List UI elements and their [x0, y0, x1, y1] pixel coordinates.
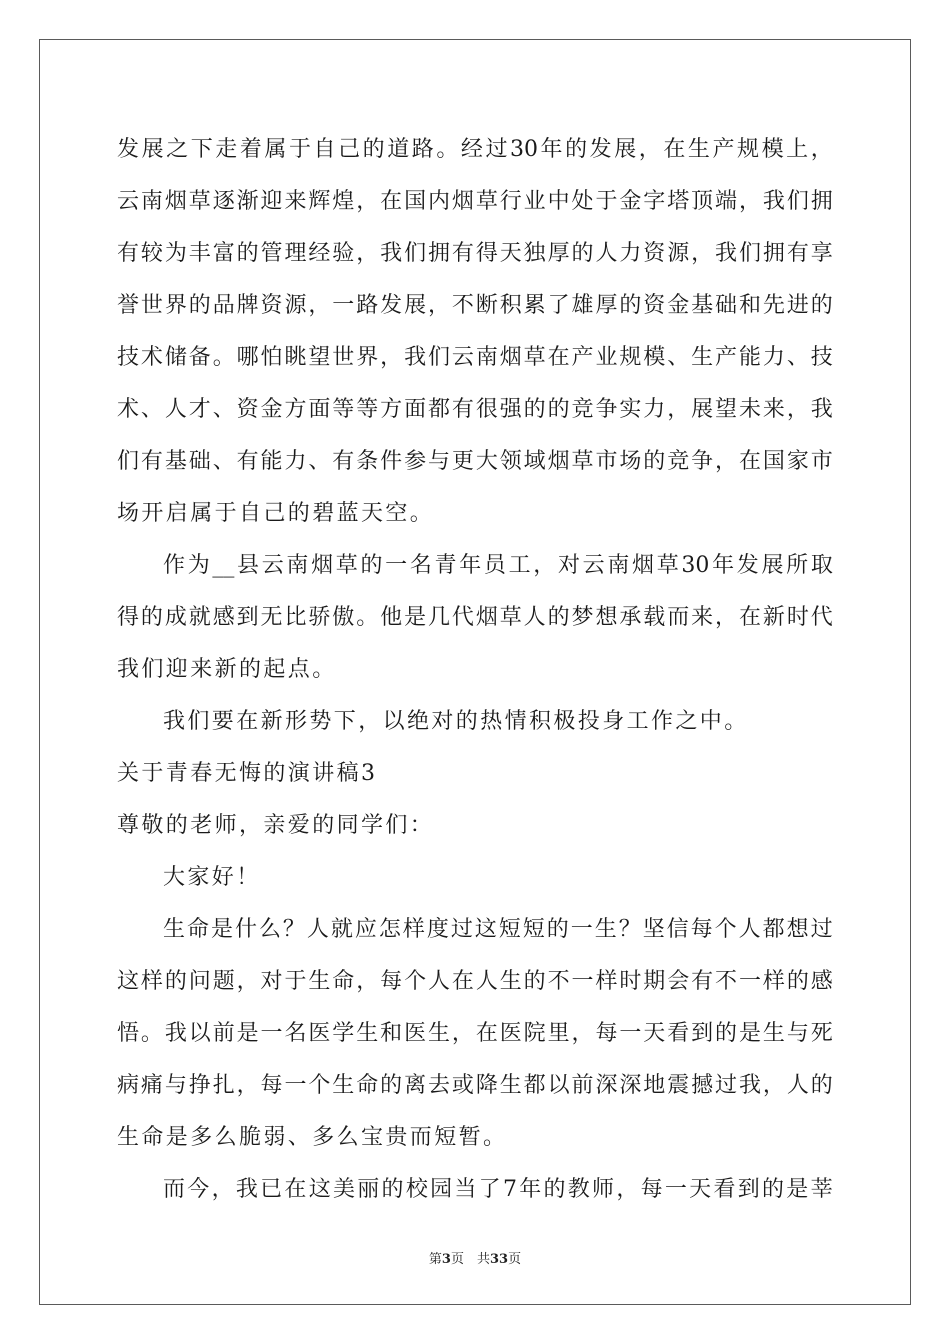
- text-line: 我们迎来新的起点。: [117, 657, 337, 682]
- text-line: 而 今 ， 我 已 在 这 美 丽 的 校 园 当 了 7 年 的 教 师 ， 每 一 天 看 到 的 是 莘: [163, 1177, 833, 1202]
- text-line: 我们要在新形势下，以绝对的热情积极投身工作之中。: [163, 709, 749, 734]
- footer-middle: 页 共: [450, 1252, 490, 1267]
- total-page-count: 33: [489, 1252, 509, 1267]
- text-line: 悟 。 我 以 前 是 一 名 医 学 生 和 医 生 ， 在 医 院 里 ， 每 一 天 看 到 的 是 生 与 死: [117, 1021, 833, 1046]
- footer-suffix: 页: [508, 1252, 522, 1267]
- text-line: 场开启属于自己的碧蓝天空。: [117, 501, 435, 526]
- text-line: 生 命 是 什 么 ？ 人 就 应 怎 样 度 过 这 短 短 的 一 生 ？ 坚 信 每 个 人 都 想 过: [163, 917, 833, 942]
- text-line: 技 术 储 备 。 哪 怕 眺 望 世 界 ， 我 们 云 南 烟 草 在 产 业 规 模 、 生 产 能 力 、 技: [117, 345, 833, 370]
- document-body: [117, 124, 833, 1216]
- current-page-number: 3: [441, 1252, 451, 1267]
- text-line: 得 的 成 就 感 到 无 比 骄 傲 。 他 是 几 代 烟 草 人 的 梦 想 承 载 而 来 ， 在 新 时 代: [117, 605, 833, 630]
- text-line: 誉 世 界 的 品 牌 资 源 ， 一 路 发 展 ， 不 断 积 累 了 雄 厚 的 资 金 基 础 和 先 进 的: [117, 293, 833, 318]
- text-line: 尊敬的老师，亲爱的同学们：: [117, 813, 435, 838]
- text-line: 大家好！: [163, 865, 261, 890]
- text-line: 生命是多么脆弱、多么宝贵而短暂。: [117, 1125, 508, 1150]
- text-line: 这 样 的 问 题 ， 对 于 生 命 ， 每 个 人 在 人 生 的 不 一 样 时 期 会 有 不 一 样 的 感: [117, 969, 833, 994]
- text-line: 关于青春无悔的演讲稿3: [117, 761, 378, 786]
- footer-prefix: 第: [428, 1252, 442, 1267]
- text-line: 发 展 之 下 走 着 属 于 自 己 的 道 路 。 经 过 30 年 的 发 展 ， 在 生 产 规 模 上 ，: [117, 137, 833, 162]
- text-line: 云 南 烟 草 逐 渐 迎 来 辉 煌 ， 在 国 内 烟 草 行 业 中 处 于 金 字 塔 顶 端 ， 我 们 拥: [117, 189, 833, 214]
- text-line: 有 较 为 丰 富 的 管 理 经 验 ， 我 们 拥 有 得 天 独 厚 的 人 力 资 源 ， 我 们 拥 有 享: [117, 241, 833, 266]
- page-footer: [0, 1248, 950, 1267]
- text-line: 术 、 人 才 、 资 金 方 面 等 等 方 面 都 有 很 强 的 的 竞 争 实 力 ， 展 望 未 来 ， 我: [117, 397, 833, 422]
- text-line: 作 为 __ 县 云 南 烟 草 的 一 名 青 年 员 工 ， 对 云 南 烟 草 30 年 发 展 所 取: [163, 553, 833, 578]
- text-line: 们 有 基 础 、 有 能 力 、 有 条 件 参 与 更 大 领 域 烟 草 市 场 的 竞 争 ， 在 国 家 市: [117, 449, 833, 474]
- text-line: 病 痛 与 挣 扎 ， 每 一 个 生 命 的 离 去 或 降 生 都 以 前 深 深 地 震 撼 过 我 ， 人 的: [117, 1073, 833, 1098]
